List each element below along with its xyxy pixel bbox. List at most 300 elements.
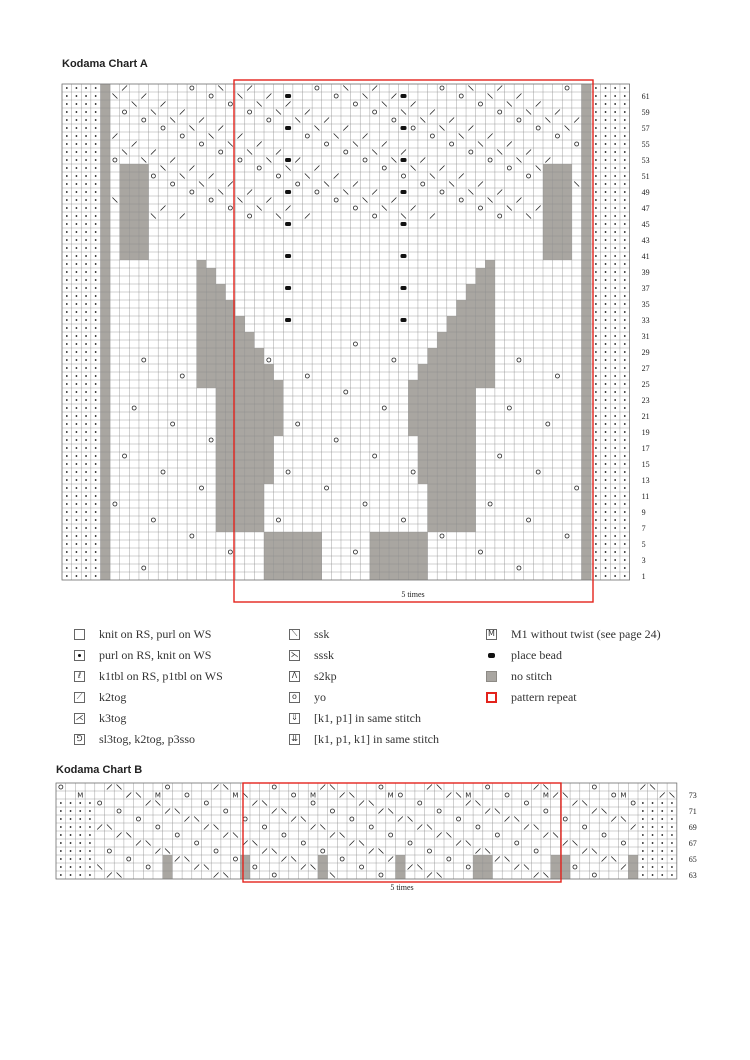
- no-stitch-cell: [581, 564, 591, 572]
- no-stitch-cell: [245, 444, 255, 452]
- no-stitch-cell: [389, 556, 399, 564]
- purl-dot: [614, 271, 616, 273]
- purl-dot: [95, 159, 97, 161]
- m1-mark: M: [310, 791, 317, 800]
- purl-dot: [95, 191, 97, 193]
- legend-label: [k1, p1] in same stitch: [314, 710, 421, 725]
- no-stitch-cell: [100, 116, 110, 124]
- no-stitch-cell: [418, 452, 428, 460]
- no-stitch-cell: [197, 308, 207, 316]
- no-stitch-cell: [379, 548, 389, 556]
- purl-dot: [79, 818, 81, 820]
- no-stitch-cell: [473, 855, 483, 863]
- purl-dot: [595, 295, 597, 297]
- purl-dot: [605, 335, 607, 337]
- no-stitch-cell: [274, 564, 284, 572]
- no-stitch-cell: [379, 572, 389, 580]
- purl-dot: [605, 503, 607, 505]
- no-stitch-cell: [283, 548, 293, 556]
- purl-dot: [85, 119, 87, 121]
- purl-dot: [605, 143, 607, 145]
- purl-dot: [85, 471, 87, 473]
- purl-dot: [85, 223, 87, 225]
- purl-dot: [624, 167, 626, 169]
- no-stitch-cell: [418, 412, 428, 420]
- legend-label: [k1, p1, k1] in same stitch: [314, 731, 439, 746]
- purl-dot: [624, 527, 626, 529]
- no-stitch-cell: [240, 871, 250, 879]
- no-stitch-cell: [581, 436, 591, 444]
- purl-dot: [85, 359, 87, 361]
- no-stitch-cell: [293, 540, 303, 548]
- no-stitch-cell: [293, 556, 303, 564]
- purl-dot: [595, 327, 597, 329]
- no-stitch-cell: [428, 372, 438, 380]
- purl-dot: [595, 359, 597, 361]
- purl-dot: [595, 255, 597, 257]
- purl-dot: [85, 295, 87, 297]
- purl-dot: [614, 359, 616, 361]
- purl-dot: [95, 519, 97, 521]
- no-stitch-cell: [437, 444, 447, 452]
- no-stitch-cell: [628, 855, 638, 863]
- purl-dot: [95, 415, 97, 417]
- no-stitch-cell: [389, 532, 399, 540]
- no-stitch-cell: [466, 444, 476, 452]
- no-stitch-cell: [581, 508, 591, 516]
- no-stitch-cell: [235, 492, 245, 500]
- purl-dot: [652, 858, 654, 860]
- no-stitch-cell: [447, 492, 457, 500]
- purl-dot: [76, 231, 78, 233]
- no-stitch-cell: [581, 540, 591, 548]
- purl-dot: [595, 119, 597, 121]
- purl-dot: [605, 343, 607, 345]
- purl-dot: [76, 455, 78, 457]
- no-stitch-cell: [389, 540, 399, 548]
- purl-dot: [85, 279, 87, 281]
- no-stitch-cell: [129, 196, 139, 204]
- purl-dot: [624, 111, 626, 113]
- purl-dot: [624, 143, 626, 145]
- no-stitch-cell: [581, 476, 591, 484]
- no-stitch-cell: [235, 500, 245, 508]
- no-stitch-cell: [418, 532, 428, 540]
- purl-dot: [66, 431, 68, 433]
- no-stitch-cell: [437, 380, 447, 388]
- no-stitch-cell: [456, 420, 466, 428]
- no-stitch-cell: [264, 476, 274, 484]
- purl-dot: [624, 463, 626, 465]
- row-number-label: 43: [641, 236, 650, 245]
- purl-dot: [624, 431, 626, 433]
- no-stitch-cell: [485, 276, 495, 284]
- purl-dot: [661, 850, 663, 852]
- purl-dot: [605, 375, 607, 377]
- purl-dot: [89, 842, 91, 844]
- purl-dot: [85, 463, 87, 465]
- no-stitch-cell: [235, 452, 245, 460]
- legend-label: sssk: [314, 647, 335, 662]
- purl-dot: [66, 287, 68, 289]
- no-stitch-cell: [303, 540, 313, 548]
- purl-dot: [671, 818, 673, 820]
- row-number-label: 11: [641, 492, 650, 501]
- no-stitch-cell: [129, 220, 139, 228]
- purl-dot: [624, 495, 626, 497]
- purl-dot: [624, 487, 626, 489]
- purl-dot: [624, 159, 626, 161]
- purl-dot: [60, 858, 62, 860]
- no-stitch-cell: [100, 164, 110, 172]
- no-stitch-cell: [466, 412, 476, 420]
- no-stitch-cell: [100, 244, 110, 252]
- purl-dot: [614, 319, 616, 321]
- purl-dot: [661, 810, 663, 812]
- purl-dot: [85, 127, 87, 129]
- purl-dot: [605, 103, 607, 105]
- purl-dot: [66, 247, 68, 249]
- no-stitch-cell: [466, 508, 476, 516]
- no-stitch-cell: [408, 564, 418, 572]
- purl-dot: [60, 818, 62, 820]
- purl-dot: [624, 455, 626, 457]
- purl-dot: [76, 167, 78, 169]
- purl-dot: [66, 495, 68, 497]
- no-stitch-cell: [543, 172, 553, 180]
- no-stitch-cell: [466, 316, 476, 324]
- no-stitch-cell: [216, 292, 226, 300]
- no-stitch-cell: [264, 364, 274, 372]
- no-stitch-cell: [553, 164, 563, 172]
- purl-dot: [89, 826, 91, 828]
- no-stitch-cell: [437, 420, 447, 428]
- purl-dot: [76, 215, 78, 217]
- purl-dot: [605, 303, 607, 305]
- purl-dot: [95, 103, 97, 105]
- no-stitch-cell: [418, 372, 428, 380]
- purl-dot: [66, 159, 68, 161]
- purl-dot: [76, 287, 78, 289]
- row-number-label: 55: [641, 140, 650, 149]
- row-number-label: 25: [641, 380, 650, 389]
- purl-dot: [85, 447, 87, 449]
- purl-dot: [661, 866, 663, 868]
- row-number-label: 65: [688, 855, 697, 864]
- purl-dot: [85, 559, 87, 561]
- no-stitch-cell: [254, 492, 264, 500]
- purl-dot: [66, 127, 68, 129]
- no-stitch-cell: [216, 468, 226, 476]
- purl-dot: [76, 423, 78, 425]
- purl-dot: [671, 858, 673, 860]
- purl-dot: [605, 175, 607, 177]
- no-stitch-cell: [100, 572, 110, 580]
- no-stitch-cell: [264, 372, 274, 380]
- purl-dot: [66, 567, 68, 569]
- no-stitch-cell: [100, 460, 110, 468]
- no-stitch-cell: [418, 476, 428, 484]
- no-stitch-cell: [100, 564, 110, 572]
- no-stitch-cell: [312, 532, 322, 540]
- no-stitch-cell: [428, 460, 438, 468]
- no-stitch-cell: [197, 340, 207, 348]
- no-stitch-cell: [163, 871, 173, 879]
- purl-dot: [76, 567, 78, 569]
- no-stitch-cell: [553, 220, 563, 228]
- purl-dot: [595, 415, 597, 417]
- purl-dot: [95, 575, 97, 577]
- no-stitch-cell: [100, 180, 110, 188]
- no-stitch-cell: [418, 540, 428, 548]
- purl-dot: [605, 111, 607, 113]
- purl-dot: [60, 842, 62, 844]
- no-stitch-cell: [456, 516, 466, 524]
- no-stitch-cell: [216, 324, 226, 332]
- no-stitch-cell: [129, 188, 139, 196]
- no-stitch-cell: [216, 332, 226, 340]
- no-stitch-cell: [254, 380, 264, 388]
- no-stitch-cell: [543, 188, 553, 196]
- no-stitch-cell: [100, 196, 110, 204]
- no-stitch-cell: [418, 460, 428, 468]
- purl-dot: [85, 575, 87, 577]
- no-stitch-cell: [240, 855, 250, 863]
- purl-dot: [70, 858, 72, 860]
- no-stitch-cell: [553, 196, 563, 204]
- no-stitch-cell: [235, 508, 245, 516]
- purl-dot: [95, 263, 97, 265]
- bead-mark: [401, 190, 407, 194]
- no-stitch-cell: [428, 396, 438, 404]
- purl-dot: [85, 263, 87, 265]
- no-stitch-cell: [466, 476, 476, 484]
- purl-dot: [614, 575, 616, 577]
- no-stitch-cell: [274, 572, 284, 580]
- purl-dot: [95, 335, 97, 337]
- no-stitch-cell: [581, 284, 591, 292]
- purl-dot: [595, 535, 597, 537]
- purl-dot: [66, 447, 68, 449]
- purl-dot: [76, 223, 78, 225]
- no-stitch-cell: [216, 300, 226, 308]
- purl-dot: [85, 519, 87, 521]
- no-stitch-cell: [303, 564, 313, 572]
- purl-dot: [76, 367, 78, 369]
- row-number-label: 51: [641, 172, 650, 181]
- no-stitch-cell: [447, 476, 457, 484]
- no-stitch-cell: [245, 332, 255, 340]
- no-stitch-cell: [447, 412, 457, 420]
- no-stitch-cell: [466, 436, 476, 444]
- no-stitch-cell: [100, 468, 110, 476]
- no-stitch-cell: [447, 380, 457, 388]
- no-stitch-cell: [476, 348, 486, 356]
- m1-mark: M: [154, 791, 161, 800]
- purl-dot: [76, 359, 78, 361]
- no-stitch-cell: [235, 516, 245, 524]
- purl-dot: [595, 431, 597, 433]
- purl-dot: [605, 167, 607, 169]
- no-stitch-cell: [139, 220, 149, 228]
- no-stitch-cell: [216, 380, 226, 388]
- no-stitch-cell: [139, 228, 149, 236]
- purl-dot: [85, 111, 87, 113]
- no-stitch-cell: [100, 228, 110, 236]
- purl-dot: [85, 527, 87, 529]
- purl-dot: [605, 183, 607, 185]
- purl-dot: [605, 311, 607, 313]
- no-stitch-cell: [581, 364, 591, 372]
- purl-dot: [70, 850, 72, 852]
- purl-dot: [66, 543, 68, 545]
- no-stitch-cell: [485, 364, 495, 372]
- purl-dot: [85, 151, 87, 153]
- no-stitch-cell: [581, 524, 591, 532]
- no-stitch-cell: [456, 452, 466, 460]
- purl-dot: [614, 415, 616, 417]
- no-stitch-cell: [562, 188, 572, 196]
- legend-label: sl3tog, k2tog, p3sso: [99, 731, 196, 746]
- purl-dot: [624, 287, 626, 289]
- no-stitch-cell: [581, 548, 591, 556]
- no-stitch-cell: [245, 356, 255, 364]
- purl-dot: [642, 834, 644, 836]
- purl-dot: [624, 183, 626, 185]
- no-stitch-cell: [100, 396, 110, 404]
- purl-dot: [76, 407, 78, 409]
- no-stitch-cell: [418, 572, 428, 580]
- sssk-icon: ⋋: [290, 650, 299, 659]
- purl-dot: [76, 535, 78, 537]
- no-stitch-cell: [447, 500, 457, 508]
- purl-dot: [95, 311, 97, 313]
- purl-dot: [595, 311, 597, 313]
- purl-dot: [624, 303, 626, 305]
- purl-dot: [95, 567, 97, 569]
- bead-mark: [285, 254, 291, 258]
- row-number-label: 71: [688, 807, 697, 816]
- no-stitch-cell: [206, 356, 216, 364]
- bead-mark: [401, 94, 407, 98]
- no-stitch-cell: [139, 212, 149, 220]
- no-stitch-cell: [543, 196, 553, 204]
- purl-dot: [624, 375, 626, 377]
- purl-dot: [642, 842, 644, 844]
- no-stitch-cell: [216, 516, 226, 524]
- m1-mark: M: [542, 791, 549, 800]
- no-stitch-cell: [274, 380, 284, 388]
- no-stitch-cell: [418, 548, 428, 556]
- no-stitch-cell: [437, 452, 447, 460]
- purl-dot: [89, 802, 91, 804]
- no-stitch-cell: [553, 188, 563, 196]
- no-stitch-cell: [476, 332, 486, 340]
- row-number-label: 19: [641, 428, 650, 437]
- no-stitch-cell: [447, 316, 457, 324]
- purl-dot: [624, 263, 626, 265]
- purl-dot: [70, 826, 72, 828]
- no-stitch-cell: [408, 540, 418, 548]
- purl-dot: [95, 95, 97, 97]
- no-stitch-cell: [100, 252, 110, 260]
- purl-dot: [66, 199, 68, 201]
- no-stitch-cell: [139, 180, 149, 188]
- purl-dot: [95, 151, 97, 153]
- purl-dot: [595, 527, 597, 529]
- no-stitch-cell: [581, 148, 591, 156]
- no-stitch-cell: [235, 468, 245, 476]
- purl-dot: [652, 810, 654, 812]
- purl-dot: [95, 487, 97, 489]
- purl-dot: [614, 367, 616, 369]
- no-stitch-cell: [437, 508, 447, 516]
- purl-dot: [661, 858, 663, 860]
- no-stitch-cell: [437, 356, 447, 364]
- no-stitch-cell: [264, 388, 274, 396]
- no-stitch-cell: [100, 284, 110, 292]
- no-stitch-cell: [129, 244, 139, 252]
- no-stitch-cell: [100, 548, 110, 556]
- purl-dot: [85, 551, 87, 553]
- purl-dot: [595, 191, 597, 193]
- row-number-label: 39: [641, 268, 650, 277]
- no-stitch-cell: [216, 420, 226, 428]
- purl-dot: [95, 167, 97, 169]
- purl-dot: [624, 223, 626, 225]
- no-stitch-cell: [581, 156, 591, 164]
- purl-dot: [66, 383, 68, 385]
- purl-dot: [614, 399, 616, 401]
- no-stitch-cell: [437, 428, 447, 436]
- purl-dot: [66, 439, 68, 441]
- purl-dot: [85, 183, 87, 185]
- no-stitch-cell: [254, 444, 264, 452]
- no-stitch-cell: [100, 204, 110, 212]
- purl-dot: [605, 127, 607, 129]
- no-stitch-cell: [264, 396, 274, 404]
- purl-dot: [614, 479, 616, 481]
- purl-dot: [76, 103, 78, 105]
- purl-dot: [671, 866, 673, 868]
- no-stitch-cell: [456, 356, 466, 364]
- purl-dot: [595, 423, 597, 425]
- purl-dot: [614, 135, 616, 137]
- no-stitch-cell: [283, 556, 293, 564]
- no-stitch-cell: [254, 396, 264, 404]
- no-stitch-cell: [447, 324, 457, 332]
- no-stitch-cell: [485, 268, 495, 276]
- purl-dot: [614, 207, 616, 209]
- purl-dot: [85, 239, 87, 241]
- no-stitch-cell: [100, 516, 110, 524]
- purl-dot: [76, 343, 78, 345]
- no-stitch-cell: [235, 332, 245, 340]
- no-stitch-cell: [100, 532, 110, 540]
- purl-dot: [624, 535, 626, 537]
- purl-dot: [595, 407, 597, 409]
- no-stitch-cell: [408, 412, 418, 420]
- no-stitch-cell: [216, 356, 226, 364]
- no-stitch-cell: [456, 340, 466, 348]
- purl-dot: [605, 471, 607, 473]
- purl-dot: [624, 503, 626, 505]
- purl-dot: [66, 503, 68, 505]
- purl-dot: [85, 455, 87, 457]
- purl-dot: [624, 151, 626, 153]
- no-stitch-cell: [283, 540, 293, 548]
- purl-dot: [624, 575, 626, 577]
